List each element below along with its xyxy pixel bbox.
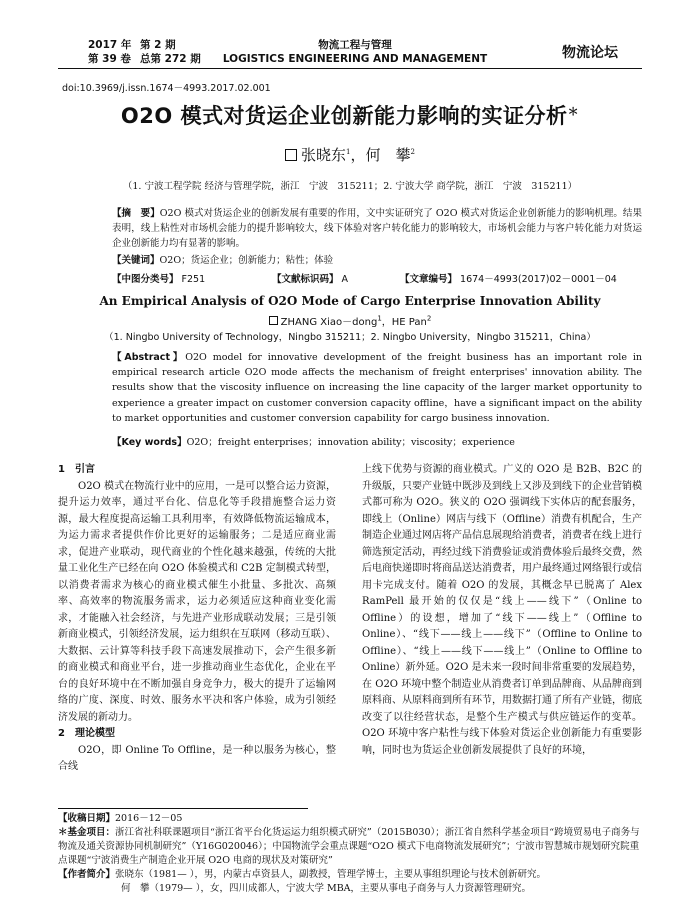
journal-name-en: LOGISTICS ENGINEERING AND MANAGEMENT (222, 53, 488, 65)
abstract-en (112, 350, 642, 426)
author-1: 张晓东 (301, 146, 347, 164)
author-bio-1: 张晓东（1981— ），男，内蒙古卓资县人，副教授，管理学博士，主要从事组织理论与技术创新研究。 (115, 869, 546, 880)
footnote-rule (58, 808, 308, 809)
received-label: 【收稿日期】 (58, 813, 116, 824)
keywords-en-label: 【Key words】 (112, 437, 187, 448)
author-bio-2: 何 攀（1979— ），女，四川成都人，宁波大学 MBA，主要从事电子商务与人力资源管理研究。 (121, 883, 532, 894)
section-2-heading: 2 理论模型 (58, 728, 115, 739)
doi: doi:10.3969/j.issn.1674－4993.2017.02.001 (62, 83, 271, 94)
clc-value: F251 (181, 274, 206, 285)
keywords-cn-label: 【关键词】 (112, 255, 160, 266)
keywords-cn-text: O2O；货运企业；创新能力；粘性；体验 (159, 255, 334, 266)
header-year: 2017 年 (88, 39, 132, 51)
keywords-en (112, 434, 642, 448)
body-right-column (362, 462, 642, 759)
author-separator: ， (350, 146, 366, 164)
received-date: 2016－12－05 (115, 813, 183, 824)
keywords-en-text: O2O；freight enterprises；innovation ability；viscosity；experience (186, 437, 515, 448)
body-paragraph: O2O，即 Online To Offline，是一种以服务为核心，整合线 (58, 744, 336, 772)
header-issue: 第 2 期 (140, 39, 176, 51)
journal-name-cn: 物流工程与管理 (318, 39, 392, 51)
header-volume: 第 39 卷 (88, 53, 131, 65)
abstract-en-label: 【Abstract】 (112, 352, 186, 363)
body-left-column (58, 462, 336, 776)
clc-label: 【中图分类号】 (112, 274, 179, 285)
author-2-sup: 2 (410, 148, 415, 156)
en-author-1-sup: 1 (377, 314, 382, 323)
title-text: O2O 模式对货运企业创新能力影响的实证分析 (120, 104, 568, 128)
clc-number (112, 271, 205, 285)
author-bio-label: 【作者简介】 (58, 869, 116, 880)
article-number-value: 1674－4993(2017)02－0001－04 (460, 274, 617, 285)
body-paragraph: O2O 模式在物流行业中的应用，一是可以整合运力资源，提升运力效率，通过平台化、信息化等手段措施整合运力资源，最大程度提高运输工具利用率，有效降低物流运输成本，为运力需求者提供作价比更好的运输服务；二是适应商业需求，促进产业联动，现代商业的个性化越来越强，传统的大批量工业化生产已经在向 O2O 体验模式和 C2B 定制模式转型，以消费者需求为核心的商业模式催生小批量、多批次、高频率、高效率的物流服务需求，运力必须适应这种商业变化需求，才能融入社会经济，与先进产业形成联动发展；三是引领新商业模式，引领经济发展，运力组织在互联网（移动互联）、大数据、云计算等科技手段下高速发展推动下，会产生很多新的商业模式和商业平台，进一步推动商业生态优化，企业在平台的良好环境中在不断加强自身竞争力，极大的提升了运输网络的广度、深度、时效、服务水平决和客户体验，成为引领经济发展的新动力。 (58, 480, 336, 723)
author-box-icon-en (269, 316, 278, 325)
header-journal (210, 38, 500, 66)
abstract-en-text: O2O model for innovative development of the freight business has an important role in empirical research article O2O mode affects the mechanism of freight enterprises' innovation ability. The results show that the viscosity influence on increasing the line capacity of the larger market opportunity to experience a greater impact on customer conversion capacity offline，have a significant impact on the ability to market opportunities and customer conversion capability for cargo business innovation. (112, 352, 642, 424)
en-author-1: ZHANG Xiao－dong (280, 317, 378, 328)
paper-title (40, 100, 660, 130)
en-author-2-sup: 2 (426, 314, 432, 323)
doc-code (272, 271, 348, 285)
footnotes (58, 812, 642, 896)
affiliation-cn: （1. 宁波工程学院 经济与管理学院，浙江 宁波 315211；2. 宁波大学 商学院，浙江 宁波 315211） (122, 181, 578, 192)
body-paragraph: 上线下优势与资源的商业模式。广义的 O2O 是 B2B、B2C 的升级版，只要产业链中既涉及到线上又涉及到线下的企业营销模式都可称为 O2O。狭义的 O2O 强调线下实体店的配套服务，即线上（Online）网店与线下（Offline）消费有机配合，生产制造企业通过网店将产品信息展现给消费者，消费者在线上进行筛选预定活动，再经过线下消费验证或消费体验后最终交费，然后电商快递即时将商品送达消费者，用户最终通过网络银行或信用卡完成支付。随着 O2O 的发展，其概念早已脱离了 Alex RamPell 最开始的仅仅是“线上——线下”（Online to Offline）的设想，增加了“线下——线上”（Offline to Online）、“线下——线上——线下”（Offline to Online to Offline）、“线上——线下——线上”（Online to Offline to Online）新外延。O2O 是未来一段时间非常重要的发展趋势，在 O2O 环境中整个制造业从消费者订单到品牌商、从品牌商到原料商、从原料商到所有环节，用数据打通了所有产业链，彻底改变了以往经营状态，是整个生产模式与供应链运作的变革。O2O 环境中客户粘性与线下体验对货运企业创新能力有重要影响，同时也为货运企业创新发展提供了良好的环境， (362, 464, 642, 756)
author-1-sup: 1 (346, 148, 351, 156)
article-number-label: 【文章编号】 (400, 274, 458, 285)
column-name: 物流论坛 (562, 45, 618, 61)
author-box-icon (285, 149, 297, 161)
abstract-cn-text: O2O 模式对货运企业的创新发展有重要的作用，文中实证研究了 O2O 模式对货运企业创新能力的影响机理。结果表明，线上粘性对市场机会能力的提升影响较大，线下体验对客户转化能力的影响较大，市场机会能力与客户转化能力对货运企业创新能力均有显著的影响。 (112, 208, 642, 250)
title-footnote-mark: ＊ (567, 105, 580, 118)
english-authors (0, 313, 700, 328)
authors (0, 144, 700, 165)
header-issue-info (88, 38, 201, 66)
header-rule (58, 68, 642, 69)
english-title: An Empirical Analysis of O2O Mode of Cargo Enterprise Innovation Ability (99, 294, 601, 308)
abstract-cn-label: 【摘 要】 (112, 208, 160, 219)
author-2: 何 攀 (365, 146, 411, 164)
header-total: 总第 272 期 (140, 53, 201, 65)
keywords-cn (112, 253, 642, 268)
fund-label: ＊基金项目： (58, 827, 116, 838)
abstract-cn (112, 206, 642, 252)
en-author-2: ，HE Pan (381, 317, 427, 328)
fund-text: 浙江省社科联课题项目“浙江省平台化货运运力组织模式研究”（2015B030）；浙江省自然科学基金项目“跨境贸易电子商务与物流及通关资源协同机制研究”（Y16G020046）；中国物流学会重点课题“O2O 模式下电商物流发展研究”；宁波市智慧城市规划研究院重点课题“宁波消费生产制造企业开展 O2O 电商的现状及对策研究” (58, 827, 640, 866)
doc-code-value: A (341, 274, 349, 285)
english-affiliation: （1. Ningbo University of Technology，Ningbo 315211；2. Ningbo University，Ningbo 315211，China） (104, 332, 596, 343)
article-number (400, 271, 617, 285)
section-1-heading: 1 引言 (58, 464, 95, 475)
doc-code-label: 【文献标识码】 (272, 274, 339, 285)
